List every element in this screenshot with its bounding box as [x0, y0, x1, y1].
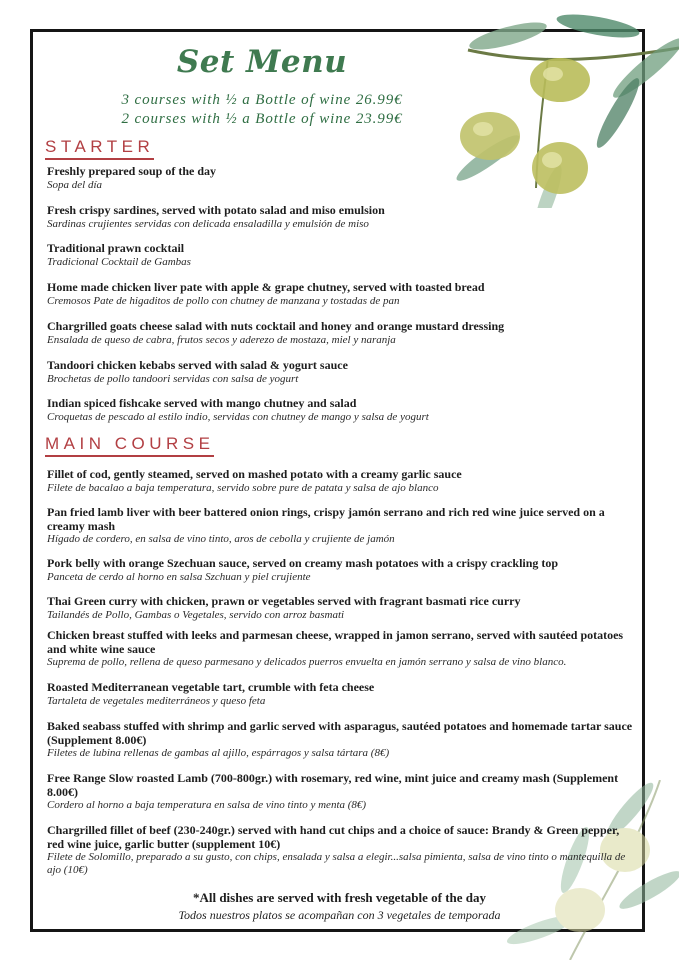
dish-name: Chicken breast stuffed with leeks and parmesan cheese, wrapped in jamon serrano, served with sautéed potatoes and white wine sauce	[47, 628, 624, 656]
dish-translation: Brochetas de pollo tandoori servidas con salsa de yogurt	[47, 372, 299, 385]
dish-translation: Filete de bacalao a baja temperatura, servido sobre pure de patata y salsa de ajo blanco	[47, 481, 439, 494]
dish-translation: Filete de Solomillo, preparado a su gusto, con chips, ensalada y salsa a elegir...salsa pimienta, salsa de vino tinto o mantequilla de ajo (10€)	[47, 851, 626, 876]
dish-name: Free Range Slow roasted Lamb (700-800gr.) with rosemary, red wine, mint juice and creamy mash (Supplement 8.00€)	[47, 771, 619, 799]
dish-name: Pan fried lamb liver with beer battered onion rings, crispy jamón serrano and rich red wine juice served on a creamy mash	[47, 505, 605, 533]
menu-item	[47, 557, 639, 584]
dish-translation: Sardinas crujientes servidas con delicada ensaladilla y emulsión de miso	[47, 217, 369, 230]
footer-note: *All dishes are served with fresh vegetable of the day	[192, 890, 487, 905]
menu-item	[47, 281, 639, 308]
menu-item	[47, 468, 639, 495]
dish-name: Fresh crispy sardines, served with potato salad and miso emulsion	[47, 203, 385, 217]
dish-name: Roasted Mediterranean vegetable tart, crumble with feta cheese	[47, 680, 375, 694]
menu-title: Set Menu	[176, 44, 348, 80]
menu-item	[47, 242, 639, 269]
dish-name: Baked seabass stuffed with shrimp and garlic served with asparagus, sautéed potatoes and homemade tartar sauce (Supplement 8.00€)	[47, 719, 633, 747]
menu-item	[47, 772, 639, 812]
dish-translation: Filetes de lubina rellenas de gambas al ajillo, espárragos y salsa tártara (8€)	[47, 747, 390, 759]
menu-item	[47, 204, 639, 231]
dish-translation: Suprema de pollo, rellena de queso parmesano y delicados puerros envuelta en jamón serrano y salsa de vino blanco.	[47, 656, 567, 668]
menu-item	[47, 320, 639, 347]
section-heading-main-course: MAIN COURSE	[45, 434, 214, 457]
dish-name: Chargrilled fillet of beef (230-240gr.) served with hand cut chips and a choice of sauce: Brandy & Green pepper, red wine juice, garlic butter (supplement 10€)	[47, 823, 620, 851]
dish-name: Pork belly with orange Szechuan sauce, served on creamy mash potatoes with a crispy crackling top	[47, 556, 559, 570]
section-heading-starter: STARTER	[45, 137, 154, 160]
dish-name: Fillet of cod, gently steamed, served on mashed potato with a creamy garlic sauce	[47, 467, 462, 481]
footer-note-translation: Todos nuestros platos se acompañan con 3 vegetales de temporada	[178, 908, 501, 922]
menu-item	[47, 681, 639, 708]
dish-name: Freshly prepared soup of the day	[47, 164, 217, 178]
menu-item	[47, 720, 639, 760]
dish-translation: Cordero al horno a baja temperatura en salsa de vino tinto y menta (8€)	[47, 799, 367, 811]
price-line-three-courses: 3 courses with ½ a Bottle of wine 26.99€	[121, 92, 403, 108]
dish-name: Chargrilled goats cheese salad with nuts cocktail and honey and orange mustard dressing	[47, 319, 505, 333]
dish-translation: Ensalada de queso de cabra, frutos secos y aderezo de mostaza, miel y naranja	[47, 333, 396, 346]
menu-item	[47, 359, 639, 386]
dish-translation: Tailandés de Pollo, Gambas o Vegetales, servido con arroz basmati	[47, 608, 345, 621]
dish-name: Traditional prawn cocktail	[47, 241, 185, 255]
dish-name: Home made chicken liver pate with apple & grape chutney, served with toasted bread	[47, 280, 485, 294]
menu-item	[47, 629, 639, 669]
dish-translation: Panceta de cerdo al horno en salsa Szchuan y piel crujiente	[47, 570, 311, 583]
dish-translation: Tradicional Cocktail de Gambas	[47, 255, 191, 268]
menu-item	[47, 506, 639, 546]
menu-item	[47, 165, 639, 192]
dish-name: Tandoori chicken kebabs served with salad & yogurt sauce	[47, 358, 348, 372]
dish-translation: Cremosos Pate de higaditos de pollo con chutney de manzana y tostadas de pan	[47, 294, 400, 307]
dish-name: Thai Green curry with chicken, prawn or vegetables served with fragrant basmati rice curry	[47, 594, 521, 608]
dish-name: Indian spiced fishcake served with mango chutney and salad	[47, 396, 357, 410]
dish-translation: Croquetas de pescado al estilo indio, servidas con chutney de mango y salsa de yogurt	[47, 410, 429, 423]
dish-translation: Hígado de cordero, en salsa de vino tinto, aros de cebolla y crujiente de jamón	[47, 533, 395, 545]
menu-item	[47, 824, 639, 877]
dish-translation: Tartaleta de vegetales mediterráneos y queso feta	[47, 694, 266, 707]
dish-translation: Sopa del día	[47, 178, 102, 191]
menu-item	[47, 397, 639, 424]
menu-item	[47, 595, 639, 622]
price-line-two-courses: 2 courses with ½ a Bottle of wine 23.99€	[121, 111, 403, 127]
